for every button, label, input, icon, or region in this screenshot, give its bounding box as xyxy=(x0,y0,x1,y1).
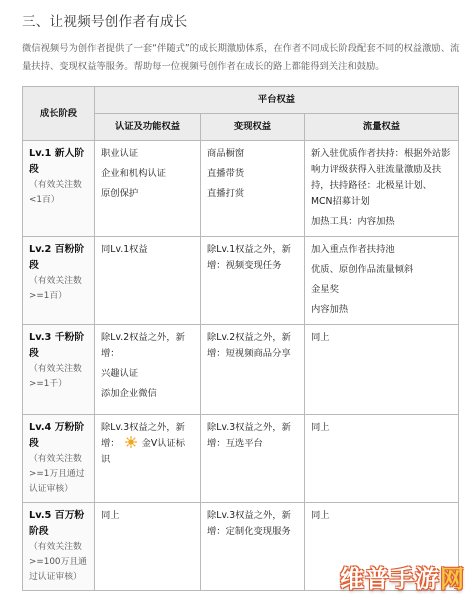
cert-item: 添加企业微信 xyxy=(101,388,157,399)
traffic-item: 同上 xyxy=(311,422,330,433)
header-monetize: 变现权益 xyxy=(201,114,305,141)
section-heading: 三、让视频号创作者有成长 xyxy=(22,14,188,30)
stage-cell xyxy=(23,141,95,237)
cert-item: 职业认证 xyxy=(101,148,139,159)
monetize-item: 除Lv.2权益之外，新增：短视频商品分享 xyxy=(207,332,291,359)
traffic-item: 加热工具：内容加热 xyxy=(311,216,395,227)
cert-item: 除Lv.2权益之外，新增： xyxy=(101,332,185,359)
monetize-item: 除Lv.3权益之外，新增：定制化变现服务 xyxy=(207,510,291,537)
cert-item: 兴趣认证 xyxy=(101,368,139,379)
traffic-cell xyxy=(305,237,459,325)
table-header-row xyxy=(23,87,459,114)
cert-cell xyxy=(95,503,201,591)
header-platform: 平台权益 xyxy=(95,87,459,114)
table-row xyxy=(23,141,459,237)
table-row xyxy=(23,237,459,325)
stage-subtitle: （有效关注数>=100万且通过认证审核） xyxy=(29,542,87,582)
cert-item: 同上 xyxy=(101,510,120,521)
stage-title: Lv.1 新人阶段 xyxy=(29,148,85,175)
monetize-item: 商品橱窗 xyxy=(207,148,245,159)
cert-item: 原创保护 xyxy=(101,188,139,199)
stage-subtitle: （有效关注数>=1百） xyxy=(29,276,82,301)
stage-title: Lv.5 百万粉阶段 xyxy=(29,510,85,537)
stage-title: Lv.3 千粉阶段 xyxy=(29,332,85,359)
traffic-cell xyxy=(305,141,459,237)
stage-subtitle: （有效关注数>=1千） xyxy=(29,364,82,389)
monetize-cell xyxy=(201,503,305,591)
stage-cell xyxy=(23,503,95,591)
monetize-item: 除Lv.1权益之外，新增：视频变现任务 xyxy=(207,244,291,271)
traffic-item: 同上 xyxy=(311,510,330,521)
monetize-cell xyxy=(201,415,305,503)
cert-item: 除Lv.3权益之外，新增： xyxy=(101,422,185,449)
cert-cell xyxy=(95,237,201,325)
traffic-item: 同上 xyxy=(311,332,330,343)
stage-title: Lv.4 万粉阶段 xyxy=(29,422,85,449)
table-row xyxy=(23,415,459,503)
header-stage: 成长阶段 xyxy=(23,87,95,141)
cert-cell xyxy=(95,415,201,503)
cert-item: 同Lv.1权益 xyxy=(101,244,148,255)
traffic-item: 新入驻优质作者扶持：根据外站影响力评级获得入驻流量激励及扶持，扶持路径：北极星计划、MCN招募计划 xyxy=(311,148,451,207)
traffic-item: 内容加热 xyxy=(311,304,349,315)
traffic-cell xyxy=(305,415,459,503)
watermark-logo xyxy=(340,559,465,594)
monetize-item: 除Lv.3权益之外，新增：互选平台 xyxy=(207,422,291,449)
growth-benefits-table xyxy=(22,86,459,591)
stage-cell xyxy=(23,237,95,325)
header-traffic: 流量权益 xyxy=(305,114,459,141)
cert-item: 金V认证标识 xyxy=(101,438,186,465)
traffic-item: 加入重点作者扶持池 xyxy=(311,244,395,255)
cert-cell xyxy=(95,325,201,415)
table-row xyxy=(23,325,459,415)
gold-v-badge-icon xyxy=(125,436,137,448)
stage-cell xyxy=(23,325,95,415)
traffic-cell xyxy=(305,325,459,415)
monetize-item: 直播打赏 xyxy=(207,188,245,199)
watermark-text: 维普手游 xyxy=(340,565,440,593)
cert-cell xyxy=(95,141,201,237)
monetize-cell xyxy=(201,237,305,325)
monetize-cell xyxy=(201,325,305,415)
stage-subtitle: （有效关注数<1百） xyxy=(29,180,82,205)
monetize-item: 直播带货 xyxy=(207,168,245,179)
traffic-item: 金星奖 xyxy=(311,284,339,295)
traffic-item: 优质、原创作品流量倾斜 xyxy=(311,264,414,275)
watermark-accent: 网 xyxy=(440,565,465,593)
stage-subtitle: （有效关注数>=1万且通过认证审核） xyxy=(29,454,85,494)
monetize-cell xyxy=(201,141,305,237)
stage-title: Lv.2 百粉阶段 xyxy=(29,244,85,271)
intro-paragraph: 微信视频号为创作者提供了一套“伴随式”的成长期激励体系，在作者不同成长阶段配套不同的权益激励、流量扶持、变现权益等服务。帮助每一位视频号创作者在成长的路上都能得到关注和鼓励。 xyxy=(22,43,460,72)
stage-cell xyxy=(23,415,95,503)
cert-item: 企业和机构认证 xyxy=(101,168,167,179)
header-cert: 认证及功能权益 xyxy=(95,114,201,141)
